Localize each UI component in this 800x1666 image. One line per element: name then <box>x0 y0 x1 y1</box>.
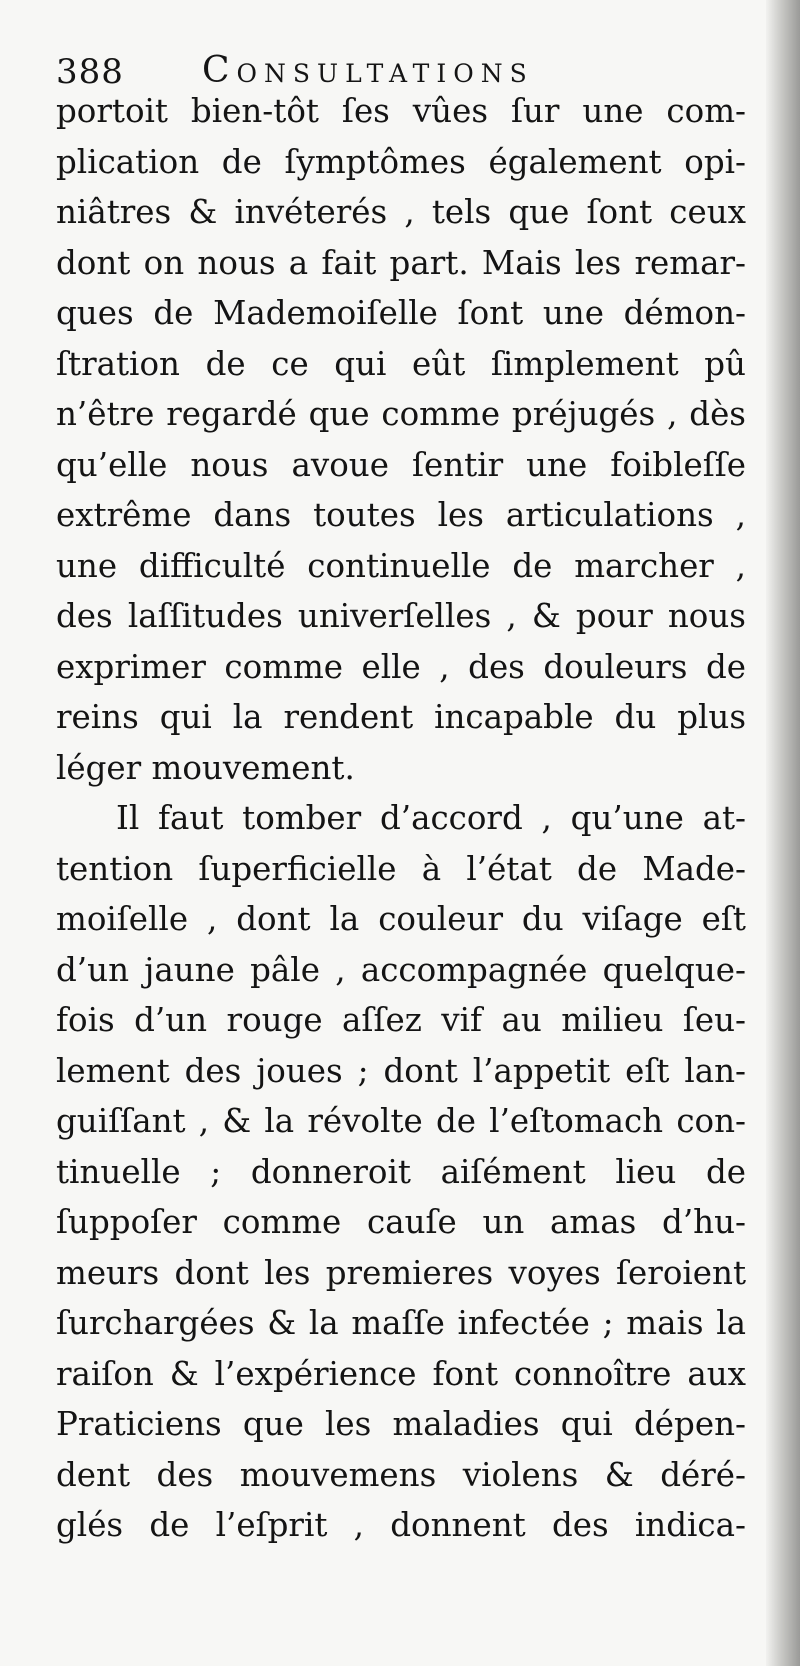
text-line: n’être regardé que comme préjugés , dès <box>56 395 746 433</box>
text-line: lement des joues ; dont l’appetit eſt lan- <box>56 1051 746 1090</box>
page-edge-shadow <box>766 0 800 1666</box>
text-line: moiſelle , dont la couleur du viſage eſt <box>56 900 746 938</box>
text-line: tention ſuperficielle à l’état de Made- <box>56 849 746 888</box>
text-line: meurs dont les premieres voyes ſeroient <box>56 1253 746 1292</box>
text-line: fois d’un rouge aſſez vif au milieu ſeu- <box>56 1001 746 1039</box>
body-text <box>56 86 746 1551</box>
text-line: qu’elle nous avoue ſentir une foibleſſe <box>56 445 746 484</box>
text-line: une difficulté continuelle de marcher , <box>56 546 746 585</box>
text-line: Il faut tomber d’accord , qu’une at- <box>116 799 746 837</box>
text-line: portoit bien-tôt ſes vûes ſur une com- <box>56 92 746 130</box>
running-title: Consultations <box>202 50 534 91</box>
text-line: niâtres & invéterés , tels que ſont ceux <box>56 193 746 231</box>
text-line: glés de l’eſprit , donnent des indica- <box>56 1506 746 1544</box>
text-line: dent des mouvemens violens & déré- <box>56 1455 746 1494</box>
text-line: d’un jaune pâle , accompagnée quelque- <box>56 950 746 989</box>
text-line: ques de Mademoiſelle ſont une démon- <box>56 294 746 332</box>
text-line: des laſſitudes univerſelles , & pour nous <box>56 597 746 635</box>
text-line: léger mouvement. <box>56 748 355 787</box>
text-line: Praticiens que les maladies qui dépen- <box>56 1405 746 1443</box>
page-number: 388 <box>56 52 124 92</box>
text-line: exprimer comme elle , des douleurs de <box>56 647 746 686</box>
text-line: ſtration de ce qui eût ſimplement pû <box>56 344 746 383</box>
text-line: tinuelle ; donneroit aiſément lieu de <box>56 1152 746 1191</box>
text-line: extrême dans toutes les articulations , <box>56 496 746 534</box>
text-line: plication de ſymptômes également opi- <box>56 142 746 181</box>
text-line: raiſon & l’expérience font connoître aux <box>56 1354 746 1393</box>
text-line: ſuppoſer comme cauſe un amas d’hu- <box>56 1203 746 1241</box>
text-line: reins qui la rendent incapable du plus <box>56 698 746 736</box>
text-line: guiſſant , & la révolte de l’eſtomach con- <box>56 1102 746 1140</box>
paragraph <box>56 86 746 793</box>
paragraph <box>56 793 746 1551</box>
text-line: ſurchargées & la maſſe infectée ; mais la <box>56 1304 746 1342</box>
text-line: dont on nous a fait part. Mais les remar- <box>56 243 746 282</box>
